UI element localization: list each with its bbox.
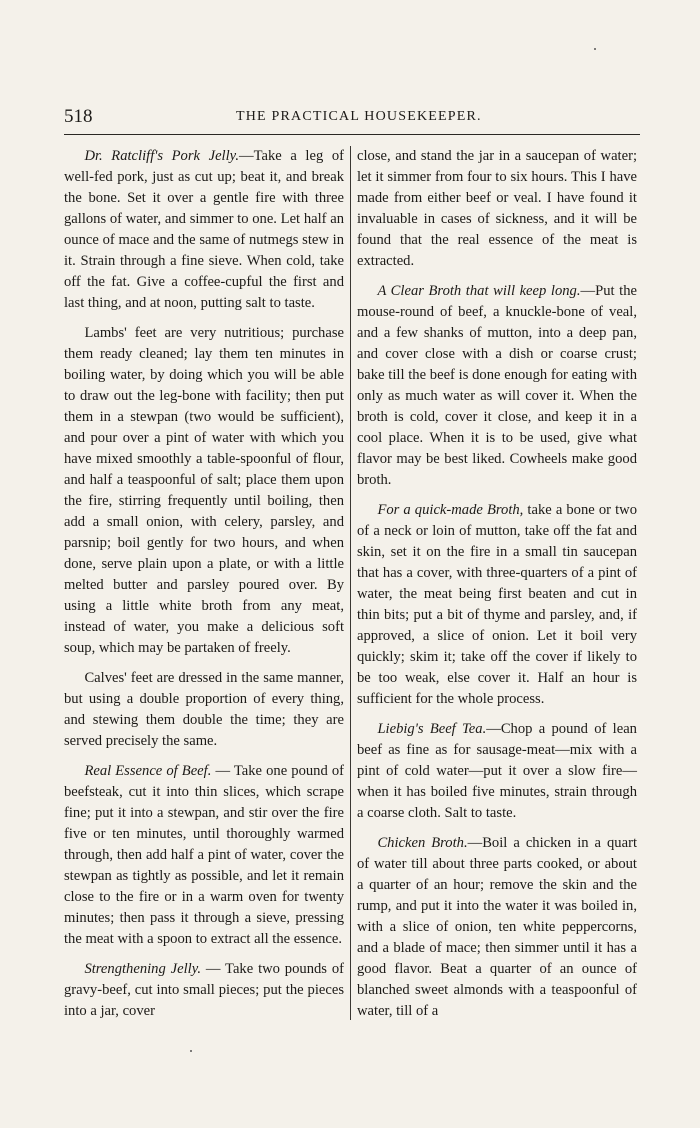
left-column bbox=[64, 146, 344, 1031]
recipe-body: take a bone or two of a neck or loin of mutton, take off the fat and skin, set it on the fire in a small tin saucepan that has a cover, with three-quarters of a pint of water, the meat being first beaten and cut in thin bits; put a bit of thyme and parsley, and, if approved, a slice of onion. Let it boil very quickly; skim it; take off the cover if likely to be too weak, else cover it. Half an hour is sufficient for the whole process. bbox=[357, 502, 637, 707]
recipe-title: Dr. Ratcliff's Pork Jelly. bbox=[84, 148, 239, 164]
recipe-body: —Take a leg of well-fed pork, just as cut up; beat it, and break the bone. Set it over a gentle fire with three gallons of water, and simmer to one. Let half an ounce of mace and the same of nutmegs stew in it. Strain through a fine sieve. When cold, take off the fat. Give a coffee-cupful the first and last thing, and at noon, putting salt to taste. bbox=[64, 148, 344, 311]
recipe-body: — Take two pounds of gravy-beef, cut into small pieces; put the pieces into a jar, cover bbox=[64, 961, 344, 1019]
recipe-body: — Take one pound of beefsteak, cut it into thin slices, which scrape fine; put it into a stewpan, and stir over the fire five or ten minutes, until thoroughly warmed through, then add half a pint of water, cover the stewpan as tightly as possible, and let it remain close to the fire or in a warm oven for twenty minutes; then pass it through a sieve, pressing the meat with a spoon to extract all the essence. bbox=[64, 763, 344, 947]
recipe-body: —Chop a pound of lean beef as fine as for sausage-meat—mix with a pint of cold water—put it over a slow fire—when it has boiled five minutes, strain through a coarse cloth. Salt to taste. bbox=[357, 721, 637, 821]
recipe-title: Chicken Broth. bbox=[377, 835, 468, 851]
column-divider bbox=[350, 146, 351, 1020]
recipe-paragraph bbox=[64, 761, 344, 950]
recipe-paragraph bbox=[64, 668, 344, 752]
right-column bbox=[357, 146, 637, 1031]
page-header bbox=[64, 106, 640, 134]
recipe-body: —Put the mouse-round of beef, a knuckle-bone of veal, and a few shanks of mutton, into a deep pan, and cover close with a dish or coarse crust; bake till the beef is done enough for eating with only as much water as will cover it. When the broth is cold, cover it close, and keep it in a cool place. When it is to be used, give what flavor may be best liked. Cowheels make good broth. bbox=[357, 283, 637, 488]
header-rule bbox=[64, 134, 640, 135]
recipe-body: —Boil a chicken in a quart of water till about three parts cooked, or about a quarter of an hour; remove the skin and the rump, and put it into the water it was boiled in, with a slice of onion, ten white peppercorns, and a blade of mace; then simmer until it has a good flavor. Beat a quarter of an ounce of blanched sweet almonds with a teaspoonful of water, till of a bbox=[357, 835, 637, 1019]
recipe-paragraph bbox=[64, 146, 344, 314]
recipe-title: Real Essence of Beef. bbox=[84, 763, 212, 779]
recipe-body: Lambs' feet are very nutritious; purchase them ready cleaned; lay them ten minutes in boiling water, by doing which you will be able to draw out the leg-bone with facility; then put them in a stewpan (two would be sufficient), and pour over a pint of water with which you have mixed smoothly a table-spoonful of flour, and half a teaspoonful of salt; place them upon the fire, stirring frequently until boiling, then add a small onion, with celery, parsley, and parsnip; boil gently for two hours, and when done, serve plain upon a plate, or with a little melted butter and parsley poured over. By using a little white broth from any meat, instead of water, you make a delicious soft soup, which may be partaken of freely. bbox=[64, 325, 344, 656]
recipe-title: For a quick-made Broth, bbox=[377, 502, 524, 518]
recipe-body: close, and stand the jar in a saucepan of water; let it simmer from four to six hours. This I have made from either beef or veal. I have found it invaluable in cases of sickness, and it will be found that the real essence of the meat is extracted. bbox=[357, 148, 637, 269]
page-number: 518 bbox=[64, 106, 93, 127]
recipe-title: Strengthening Jelly. bbox=[84, 961, 202, 977]
recipe-paragraph bbox=[357, 146, 637, 272]
recipe-title: Liebig's Beef Tea. bbox=[377, 721, 487, 737]
recipe-paragraph bbox=[64, 323, 344, 659]
print-speck bbox=[594, 48, 596, 50]
recipe-paragraph bbox=[357, 719, 637, 824]
print-speck bbox=[190, 1050, 192, 1052]
recipe-paragraph bbox=[64, 959, 344, 1022]
recipe-paragraph bbox=[357, 500, 637, 710]
recipe-title: A Clear Broth that will keep long. bbox=[377, 283, 581, 299]
recipe-paragraph bbox=[357, 281, 637, 491]
running-head: THE PRACTICAL HOUSEKEEPER. bbox=[236, 109, 482, 124]
recipe-body: Calves' feet are dressed in the same manner, but using a double proportion of every thing, and stewing them double the time; they are served precisely the same. bbox=[64, 670, 344, 749]
recipe-paragraph bbox=[357, 833, 637, 1022]
